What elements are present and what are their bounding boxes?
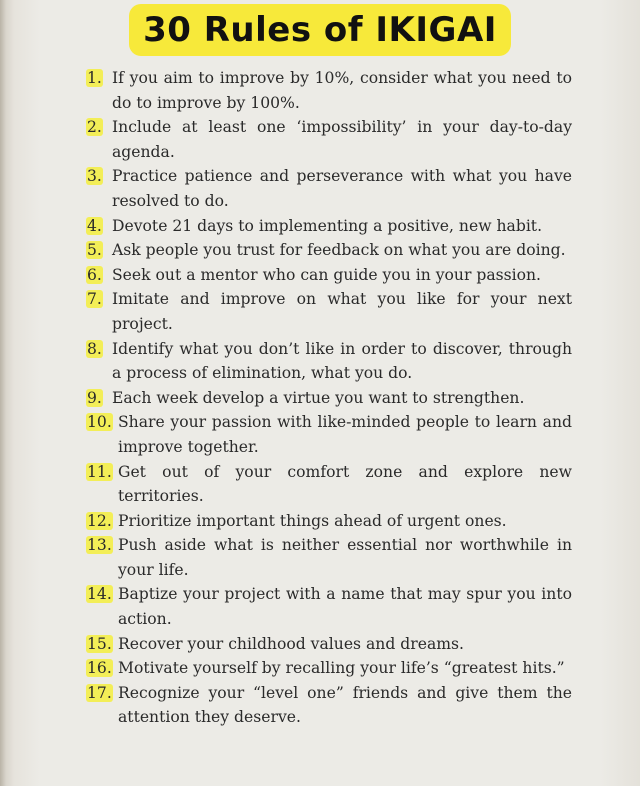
- rule-text: Ask people you trust for feedback on what you are doing.: [112, 241, 566, 260]
- rule-item: [86, 533, 572, 582]
- title-banner: [0, 4, 640, 56]
- rule-number-highlight: 14.: [87, 585, 112, 604]
- rule-number: [86, 582, 118, 607]
- rule-number: [86, 656, 118, 681]
- rule-text: Practice patience and perseverance with what you have resolved to do.: [112, 167, 572, 210]
- rule-number: [86, 632, 118, 657]
- rule-number-highlight: 2.: [87, 118, 102, 137]
- rule-item: [86, 115, 572, 164]
- rule-number: [86, 238, 112, 263]
- rule-number: [86, 460, 118, 485]
- rule-item: [86, 632, 572, 657]
- rule-number: [86, 287, 112, 312]
- rule-item: [86, 164, 572, 213]
- rule-number: [86, 386, 112, 411]
- rule-item: [86, 287, 572, 336]
- rule-number: [86, 337, 112, 362]
- rule-text: Devote 21 days to implementing a positive, new habit.: [112, 216, 543, 235]
- rule-number-highlight: 4.: [87, 216, 102, 235]
- rule-number: [86, 263, 112, 288]
- rule-text: Recover your childhood values and dreams.: [118, 634, 464, 653]
- rule-number: [86, 214, 112, 239]
- rule-item: [86, 214, 572, 239]
- rule-number: [86, 533, 118, 558]
- rule-number-highlight: 12.: [87, 511, 112, 530]
- rule-number: [86, 115, 112, 140]
- rule-item: [86, 238, 572, 263]
- rule-text: Recognize your “level one” friends and give them the attention they deserve.: [118, 683, 572, 727]
- rule-number-highlight: 17.: [87, 683, 112, 702]
- rules-list: [86, 66, 572, 730]
- page-title: 30 Rules of IKIGAI: [129, 4, 511, 56]
- rule-number: [86, 66, 112, 91]
- rule-number-highlight: 8.: [87, 339, 102, 358]
- rule-number-highlight: 16.: [87, 659, 112, 678]
- rule-text: Motivate yourself by recalling your life’s “greatest hits.”: [118, 659, 565, 678]
- rule-number-highlight: 5.: [87, 241, 102, 260]
- rule-item: [86, 582, 572, 631]
- rule-number: [86, 509, 118, 534]
- rule-text: Baptize your project with a name that may spur you into action.: [118, 585, 572, 629]
- rule-number-highlight: 9.: [87, 388, 102, 407]
- rule-item: [86, 656, 572, 681]
- rule-text: Share your passion with like-minded people to learn and improve together.: [118, 413, 572, 456]
- rule-number-highlight: 10.: [87, 413, 112, 432]
- rule-item: [86, 681, 572, 730]
- rule-item: [86, 386, 572, 411]
- rule-text: Seek out a mentor who can guide you in your passion.: [112, 265, 542, 284]
- rule-number-highlight: 1.: [87, 69, 102, 87]
- rule-number-highlight: 13.: [87, 536, 112, 555]
- rule-item: [86, 337, 572, 386]
- rule-number: [86, 681, 118, 706]
- rule-number: [86, 164, 112, 189]
- rule-text: Prioritize important things ahead of urgent ones.: [118, 511, 507, 530]
- rule-text: Include at least one ‘impossibility’ in your day-to-day agenda.: [112, 118, 572, 161]
- rule-number-highlight: 6.: [87, 265, 102, 284]
- book-spine-edge: [0, 0, 6, 786]
- rule-text: Push aside what is neither essential nor worthwhile in your life.: [118, 536, 572, 579]
- rule-number-highlight: 11.: [87, 462, 112, 481]
- rule-text: Get out of your comfort zone and explore new territories.: [118, 462, 572, 506]
- rule-text: Each week develop a virtue you want to strengthen.: [112, 388, 525, 407]
- rule-text: Imitate and improve on what you like for your next project.: [112, 290, 572, 333]
- rule-number: [86, 410, 118, 435]
- rule-number-highlight: 3.: [87, 167, 102, 186]
- rule-text: Identify what you don’t like in order to discover, through a process of elimination, what you do.: [112, 339, 572, 383]
- rule-item: [86, 410, 572, 459]
- rule-item: [86, 263, 572, 288]
- rule-text: If you aim to improve by 10%, consider what you need to do to improve by 100%.: [112, 69, 572, 112]
- rule-item: [86, 66, 572, 115]
- rule-item: [86, 460, 572, 509]
- rule-item: [86, 509, 572, 534]
- rule-number-highlight: 7.: [87, 290, 102, 309]
- rule-number-highlight: 15.: [87, 634, 112, 653]
